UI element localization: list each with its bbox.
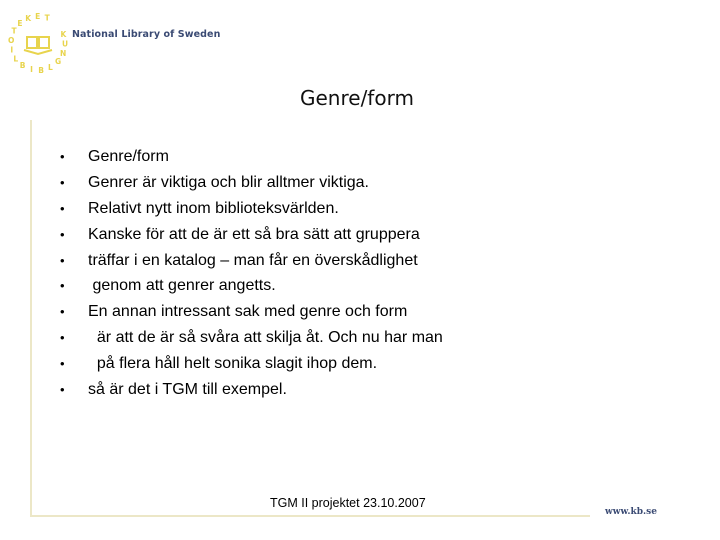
bullet-text: genom att genrer angetts. [88, 277, 276, 295]
list-item [60, 273, 443, 299]
logo-letter: T [44, 13, 50, 23]
logo-letter: O [8, 35, 15, 45]
bullet-text: på flera håll helt sonika slagit ihop dem. [88, 355, 378, 373]
list-item [60, 222, 443, 248]
logo-letter: I [30, 65, 33, 75]
footer-text: TGM II projektet 23.10.2007 [270, 496, 426, 510]
list-item [60, 325, 443, 351]
bullet-text: Relativt nytt inom biblioteksvärlden. [88, 199, 339, 217]
list-item [60, 248, 443, 274]
bullet-text: träffar i en katalog – man får en överskådlighet [88, 251, 418, 269]
bullet-text: En annan intressant sak med genre och form [88, 303, 408, 321]
list-item [60, 196, 443, 222]
frame-line-left [30, 120, 32, 516]
logo-letter: B [38, 65, 44, 75]
logo-letter: K [25, 13, 32, 23]
bullet-text: är att de är så svåra att skilja åt. Och nu har man [88, 329, 443, 347]
list-item [60, 377, 443, 403]
list-item [60, 170, 443, 196]
logo-letter: N [59, 48, 67, 58]
bullet-icon: • [60, 252, 65, 268]
logo-letter: E [35, 12, 41, 21]
bullet-text: så är det i TGM till exempel. [88, 381, 287, 399]
bullet-icon: • [60, 226, 65, 242]
site-url: www.kb.se [605, 507, 657, 517]
bullet-icon: • [60, 356, 65, 372]
logo-letter: U [61, 39, 69, 49]
kb-logo [4, 10, 72, 78]
logo-letter: I [10, 45, 14, 55]
bullet-icon: • [60, 200, 65, 216]
logo-letter: L [13, 54, 19, 64]
list-item [60, 299, 443, 325]
bullet-icon: • [60, 330, 65, 346]
logo-letter: E [17, 18, 23, 28]
bullet-text: Genrer är viktiga och blir alltmer viktiga. [88, 173, 369, 191]
bullet-icon: • [60, 278, 65, 294]
bullet-icon: • [60, 174, 65, 190]
logo-letter: L [48, 63, 53, 72]
frame-line-bottom [30, 515, 590, 517]
bullet-icon: • [60, 149, 65, 164]
logo-letter: K [60, 29, 67, 39]
logo-letter: G [55, 57, 62, 67]
bullet-text: Kanske för att de är ett så bra sätt att gruppera [88, 225, 420, 243]
bullet-text: Genre/form [88, 148, 169, 165]
list-item [60, 144, 443, 170]
logo-letter: T [11, 26, 17, 36]
bullet-list [60, 144, 443, 403]
bullet-icon: • [60, 304, 65, 320]
bullet-icon: • [60, 382, 65, 398]
slide-title: Genre/form [300, 86, 414, 110]
logo-book-icon [24, 37, 52, 54]
list-item [60, 351, 443, 377]
org-name: National Library of Sweden [72, 29, 221, 40]
logo-letter: B [19, 61, 26, 71]
